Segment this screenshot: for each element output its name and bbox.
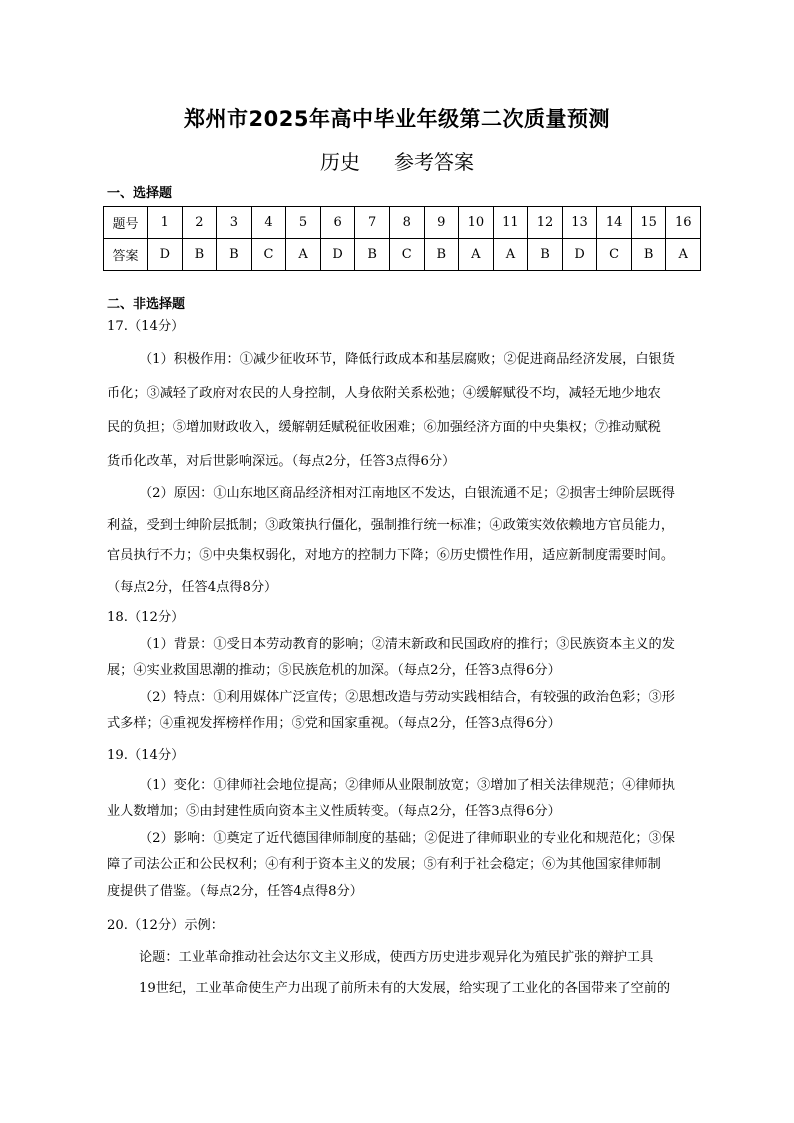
question-number-cell: 3	[217, 207, 252, 239]
q18-part2-line: 式多样；④重视发挥榜样作用；⑤党和国家重视。（每点2分，任答3点得6分）	[107, 716, 561, 731]
question-number-cell: 4	[251, 207, 286, 239]
question-number-cell: 11	[493, 207, 528, 239]
q18-part1-line: 展；④实业救国思潮的推动；⑤民族危机的加深。（每点2分，任答3点得6分）	[107, 663, 561, 678]
question-number-cell: 7	[355, 207, 390, 239]
answer-cell: D	[562, 239, 597, 271]
question-number-cell: 13	[562, 207, 597, 239]
q17-part1-line: 币化；③减轻了政府对农民的人身控制，人身依附关系松弛；④缓解赋役不均，减轻无地少地农	[107, 386, 661, 401]
question-number-cell: 12	[528, 207, 563, 239]
answer-cell: A	[666, 239, 701, 271]
q17-heading: 17.（14分）	[107, 319, 185, 334]
section-heading-non-choice: 二、非选择题	[107, 297, 186, 312]
q17-part2-line: （每点2分，任答4点得8分）	[107, 580, 278, 595]
answer-cell: C	[597, 239, 632, 271]
answer-cell: C	[251, 239, 286, 271]
answer-cell: B	[528, 239, 563, 271]
answer-cell: B	[424, 239, 459, 271]
q18-part2-line: （2）特点：①利用媒体广泛宣传；②思想改造与劳动实践相结合，有较强的政治色彩；③形	[139, 690, 675, 705]
answer-cell: C	[389, 239, 424, 271]
document-subtitle	[0, 146, 794, 175]
question-number-cell: 15	[631, 207, 666, 239]
question-number-cell: 9	[424, 207, 459, 239]
question-number-cell: 5	[286, 207, 321, 239]
row-label-answer: 答案	[104, 239, 148, 271]
answer-cell: B	[631, 239, 666, 271]
q19-part2-line: 障了司法公正和公民权利；④有利于资本主义的发展；⑤有利于社会稳定；⑥为其他国家律师制	[107, 857, 661, 872]
answer-cell: D	[320, 239, 355, 271]
question-number-row	[104, 207, 701, 239]
answer-cell: D	[148, 239, 183, 271]
answer-cell: A	[459, 239, 494, 271]
answer-cell: B	[182, 239, 217, 271]
q17-part2-line: （2）原因：①山东地区商品经济相对江南地区不发达，白银流通不足；②损害士绅阶层既得	[139, 486, 675, 501]
q20-thesis: 论题：工业革命推动社会达尔文主义形成，使西方历史进步观异化为殖民扩张的辩护工具	[139, 950, 654, 965]
answer-cell: B	[217, 239, 252, 271]
q17-part2-line: 官员执行不力；⑤中央集权弱化，对地方的控制力下降；⑥历史惯性作用，适应新制度需要时间。	[107, 548, 675, 563]
q18-heading: 18.（12分）	[107, 610, 185, 625]
q20-heading: 20.（12分）示例：	[107, 918, 224, 933]
question-number-cell: 8	[389, 207, 424, 239]
section-heading-choice: 一、选择题	[107, 186, 173, 201]
answer-row	[104, 239, 701, 271]
question-number-cell: 2	[182, 207, 217, 239]
q19-part2-line: 度提供了借鉴。（每点2分，任答4点得8分）	[107, 884, 363, 899]
answer-cell: A	[286, 239, 321, 271]
document-title: 郑州市2025年高中毕业年级第二次质量预测	[184, 107, 610, 131]
row-label-question: 题号	[104, 207, 148, 239]
q19-heading: 19.（14分）	[107, 748, 185, 763]
q19-part1-line: （1）变化：①律师社会地位提高；②律师从业限制放宽；③增加了相关法律规范；④律师执	[139, 778, 675, 793]
q19-part2-line: （2）影响：①奠定了近代德国律师制度的基础；②促进了律师职业的专业化和规范化；③保	[139, 831, 675, 846]
q17-part2-line: 利益，受到士绅阶层抵制；③政策执行僵化，强制推行统一标准；④政策实效依赖地方官员能力，	[107, 518, 675, 533]
answer-table	[103, 206, 701, 271]
answer-cell: B	[355, 239, 390, 271]
q17-part1-line: 货币化改革，对后世影响深远。（每点2分，任答3点得6分）	[107, 454, 456, 469]
answer-cell: A	[493, 239, 528, 271]
question-number-cell: 16	[666, 207, 701, 239]
question-number-cell: 6	[320, 207, 355, 239]
question-number-cell: 14	[597, 207, 632, 239]
doc-type-label: 参考答案	[394, 150, 474, 174]
q20-body-line: 19世纪，工业革命使生产力出现了前所未有的大发展，给实现了工业化的各国带来了空前的	[139, 981, 671, 996]
q19-part1-line: 业人数增加；⑤由封建性质向资本主义性质转变。（每点2分，任答3点得6分）	[107, 804, 561, 819]
q17-part1-line: （1）积极作用：①减少征收环节，降低行政成本和基层腐败；②促进商品经济发展，白银货	[139, 352, 675, 367]
q18-part1-line: （1）背景：①受日本劳动教育的影响；②清末新政和民国政府的推行；③民族资本主义的发	[139, 637, 675, 652]
question-number-cell: 1	[148, 207, 183, 239]
q17-part1-line: 民的负担；⑤增加财政收入，缓解朝廷赋税征收困难；⑥加强经济方面的中央集权；⑦推动赋税	[107, 420, 661, 435]
subject-label: 历史	[320, 150, 360, 174]
question-number-cell: 10	[459, 207, 494, 239]
